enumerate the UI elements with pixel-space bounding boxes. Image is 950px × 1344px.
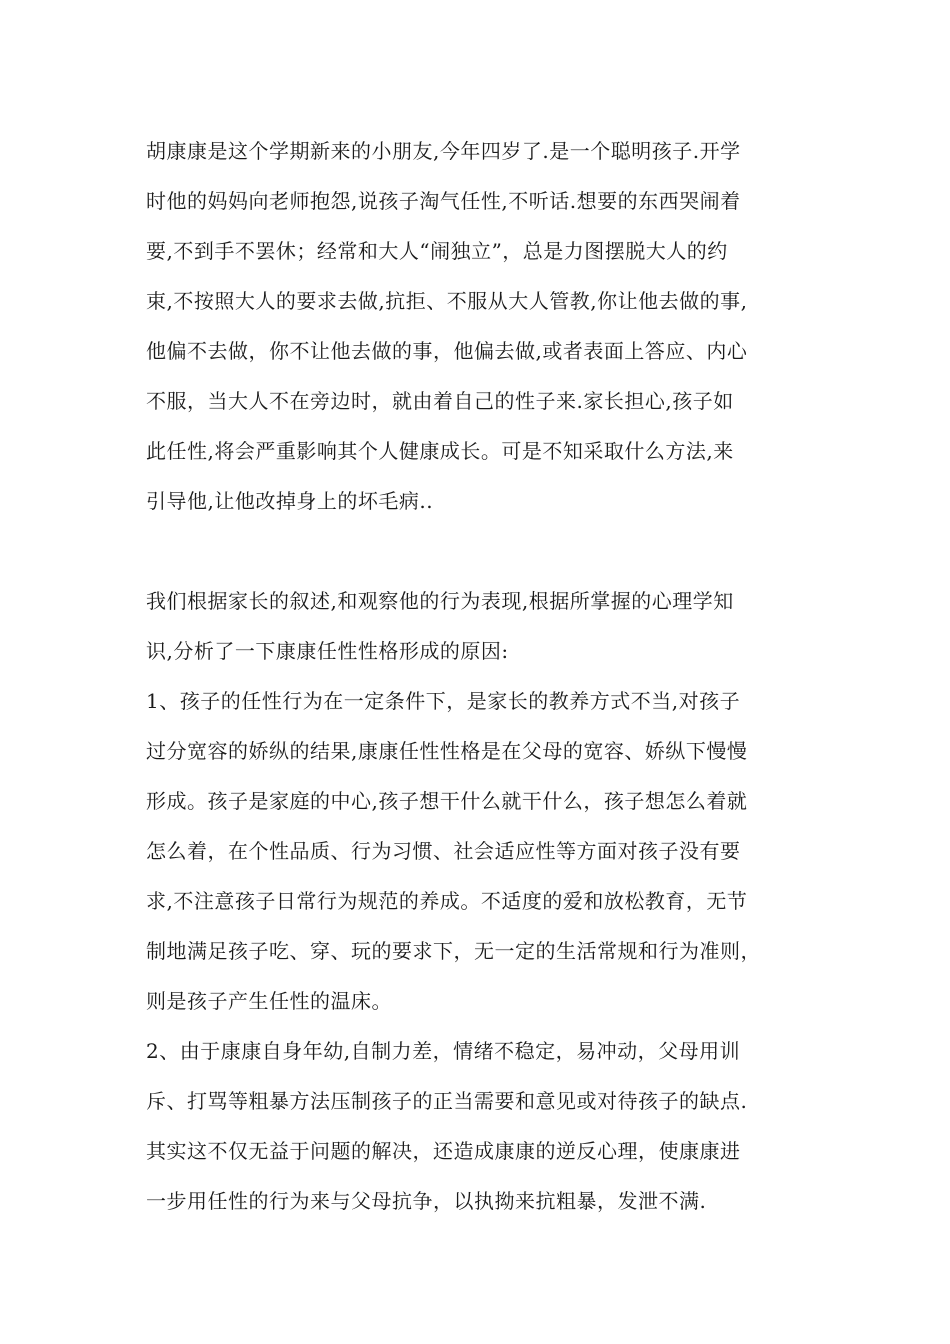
text-line: 要,不到手不罢休；经常和大人“闹独立”，总是力图摆脱大人的约 <box>146 239 728 263</box>
text-line: 他偏不去做，你不让他去做的事，他偏去做,或者表面上答应、内心 <box>146 339 748 363</box>
text-line: 过分宽容的娇纵的结果,康康任性性格是在父母的宽容、娇纵下慢慢 <box>146 739 748 763</box>
text-line: 束,不按照大人的要求去做,抗拒、不服从大人管教,你让他去做的事, <box>146 289 748 313</box>
text-line: 不服，当大人不在旁边时，就由着自己的性子来.家长担心,孩子如 <box>146 389 734 413</box>
text-line: 斥、打骂等粗暴方法压制孩子的正当需要和意见或对待孩子的缺点. <box>146 1089 748 1113</box>
text-line: 1、孩子的任性行为在一定条件下，是家长的教养方式不当,对孩子 <box>146 689 741 713</box>
text-line: 此任性,将会严重影响其个人健康成长。可是不知采取什么方法,来 <box>146 439 734 463</box>
paragraph-case-description <box>146 126 826 526</box>
paragraph-cause-analysis <box>146 576 826 1226</box>
text-line: 一步用任性的行为来与父母抗争，以执拗来抗粗暴，发泄不满. <box>146 1189 707 1213</box>
text-line: 求,不注意孩子日常行为规范的养成。不适度的爱和放松教育，无节 <box>146 889 748 913</box>
text-line: 其实这不仅无益于问题的解决，还造成康康的逆反心理，使康康进 <box>146 1139 741 1163</box>
text-line: 则是孩子产生任性的温床。 <box>146 989 392 1013</box>
text-line: 2、由于康康自身年幼,自制力差，情绪不稳定，易冲动，父母用训 <box>146 1039 741 1063</box>
text-line: 形成。孩子是家庭的中心,孩子想干什么就干什么，孩子想怎么着就 <box>146 789 748 813</box>
text-line: 制地满足孩子吃、穿、玩的要求下，无一定的生活常规和行为准则， <box>146 939 761 963</box>
text-line: 识,分析了一下康康任性性格形成的原因: <box>146 639 509 663</box>
text-line: 时他的妈妈向老师抱怨,说孩子淘气任性,不听话.想要的东西哭闹着 <box>146 189 741 213</box>
text-line: 我们根据家长的叙述,和观察他的行为表现,根据所掌握的心理学知 <box>146 589 734 613</box>
text-line: 引导他,让他改掉身上的坏毛病.. <box>146 489 434 513</box>
text-line: 怎么着，在个性品质、行为习惯、社会适应性等方面对孩子没有要 <box>146 839 741 863</box>
text-line: 胡康康是这个学期新来的小朋友,今年四岁了.是一个聪明孩子.开学 <box>146 139 741 163</box>
